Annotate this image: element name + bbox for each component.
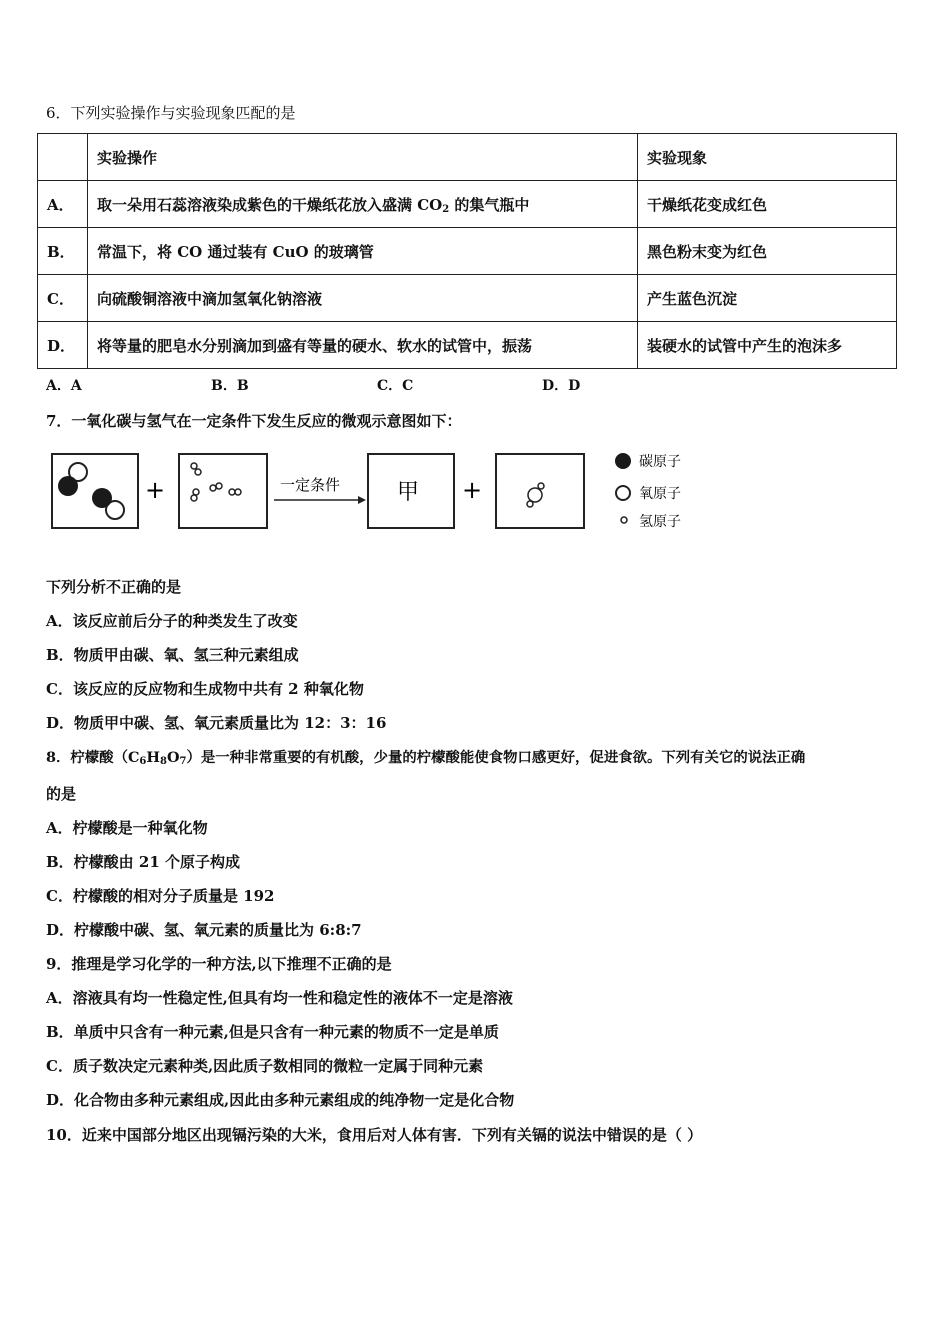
q8-stem-continued: 的是 [46,785,77,803]
row-label: C． [38,275,88,322]
row-phenomenon: 干燥纸花变成红色 [638,181,897,228]
row-operation: 常温下，将 CO 通过装有 CuO 的玻璃管 [88,228,638,275]
row-phenomenon: 产生蓝色沉淀 [638,275,897,322]
plus-sign: + [462,476,483,504]
oxygen-atom-icon [616,486,630,500]
q7-option-d[interactable]: D．物质甲中碳、氢、氧元素质量比为 12：3：16 [46,714,387,732]
product-jia-label: 甲 [397,480,420,505]
q7-prompt: 下列分析不正确的是 [46,578,182,596]
q6-option-a[interactable]: A．A [46,378,82,394]
table-row [38,228,897,275]
legend-hydrogen-label: 氢原子 [639,514,681,530]
h2-molecule-icon [191,489,199,501]
hydrogen-atom-icon [621,517,627,523]
q8-option-d[interactable]: D．柠檬酸中碳、氢、氧元素的质量比为 6:8:7 [46,921,362,939]
table-row [38,275,897,322]
row-operation: 取一朵用石蕊溶液染成紫色的干燥纸花放入盛满 $CO_2$ 的集气瓶中 [88,181,638,228]
row-phenomenon: 装硬水的试管中产生的泡沫多 [638,322,897,369]
q9-stem: 9．推理是学习化学的一种方法,以下推理不正确的是 [46,955,392,973]
table-header-row [38,134,897,181]
q9-option-a[interactable]: A．溶液具有均一性稳定性,但具有均一性和稳定性的液体不一定是溶液 [46,989,513,1007]
row-phenomenon: 黑色粉末变为红色 [638,228,897,275]
row-operation: 将等量的肥皂水分别滴加到盛有等量的硬水、软水的试管中，振荡 [88,322,638,369]
table-header-operation: 实验操作 [88,134,638,181]
water-molecule-icon [527,483,544,507]
q7-stem: 7．一氧化碳与氢气在一定条件下发生反应的微观示意图如下： [46,412,462,430]
arrow-condition-label: 一定条件 [280,476,341,494]
plus-sign: + [145,476,166,504]
q10-stem: 10．近来中国部分地区出现镉污染的大米，食用后对人体有害．下列有关镉的说法中错误的是（ ） [46,1126,703,1144]
table-header-phenomenon: 实验现象 [638,134,897,181]
q8-stem: 8．柠檬酸$(C_6H_8O_7)$是一种非常重要的有机酸，少量的柠檬酸能使食物口感更好，促进食欲。下列有关它的说法正确 [46,749,806,767]
h2-molecule-icon [191,463,201,475]
q7-option-a[interactable]: A．该反应前后分子的种类发生了改变 [46,612,298,630]
legend-carbon-label: 碳原子 [639,454,681,470]
q9-option-b[interactable]: B．单质中只含有一种元素,但是只含有一种元素的物质不一定是单质 [46,1023,499,1041]
q6-table [37,133,897,369]
q9-option-c[interactable]: C．质子数决定元素种类,因此质子数相同的微粒一定属于同种元素 [46,1057,484,1075]
row-operation: 向硫酸铜溶液中滴加氢氧化钠溶液 [88,275,638,322]
q9-option-d[interactable]: D．化合物由多种元素组成,因此由多种元素组成的纯净物一定是化合物 [46,1091,515,1109]
q7-option-c[interactable]: C．该反应的反应物和生成物中共有 2 种氧化物 [46,680,364,698]
q8-option-a[interactable]: A．柠檬酸是一种氧化物 [46,819,208,837]
table-row [38,322,897,369]
row-label: A． [38,181,88,228]
h2-molecule-icon [210,483,222,491]
table-header-cell [38,134,88,181]
q6-option-b[interactable]: B．B [211,378,249,394]
h2-molecule-icon [229,489,241,495]
q6-option-c[interactable]: C．C [377,378,414,394]
q8-option-b[interactable]: B．柠檬酸由 21 个原子构成 [46,853,240,871]
arrow-head-icon [358,496,366,504]
q6-option-d[interactable]: D．D [542,378,581,394]
co-molecule-icon [58,463,87,496]
q8-option-c[interactable]: C．柠檬酸的相对分子质量是 192 [46,887,275,905]
carbon-atom-icon [615,453,631,469]
legend-oxygen-label: 氧原子 [639,486,681,502]
table-row [38,181,897,228]
q6-stem: 6．下列实验操作与实验现象匹配的是 [46,104,296,122]
row-label: D． [38,322,88,369]
legend [615,453,681,530]
row-label: B． [38,228,88,275]
q7-reaction-diagram [46,446,706,546]
co-molecule-icon [92,488,124,519]
q7-option-b[interactable]: B．物质甲由碳、氧、氢三种元素组成 [46,646,299,664]
